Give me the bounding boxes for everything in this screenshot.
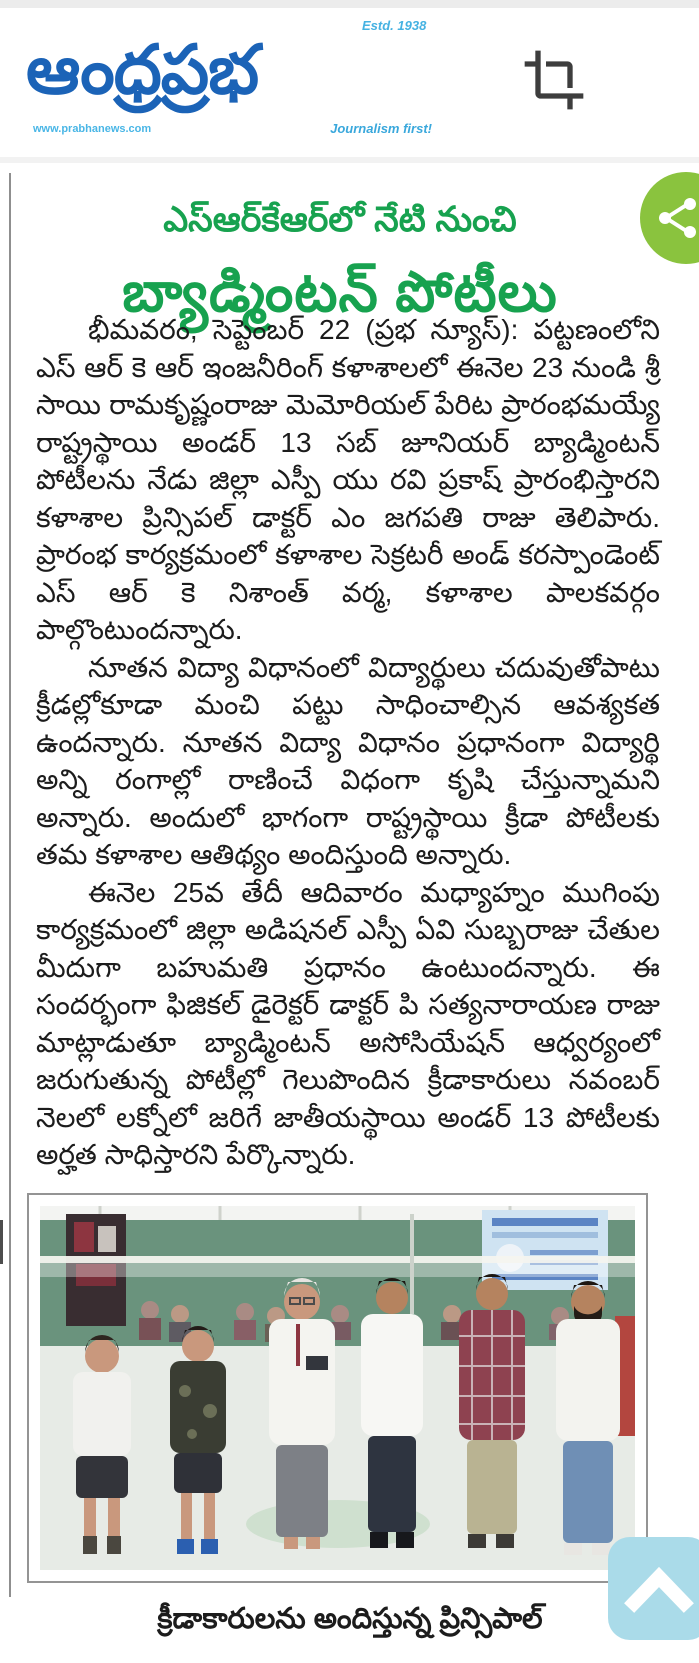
estd-label: Estd. 1938 — [362, 18, 427, 33]
scroll-top-button[interactable] — [608, 1537, 699, 1640]
crop-icon — [522, 100, 586, 115]
article-body — [36, 311, 660, 1174]
website-label: www.prabhanews.com — [33, 123, 152, 135]
tagline-label: Journalism first! — [330, 121, 432, 136]
photo-illustration — [40, 1206, 635, 1570]
newspaper-masthead — [0, 8, 699, 157]
headline-kicker: ఎస్ఆర్‌కేఆర్‌లో నేటి నుంచి — [163, 200, 517, 240]
clipping-edge-mark — [0, 1220, 3, 1264]
share-button[interactable] — [640, 172, 699, 264]
headline-main: బ్యాడ్మింటన్ పోటీలు — [122, 259, 558, 323]
photo-caption: క్రీడాకారులను అందిస్తున్న ప్రిన్సిపాల్ — [157, 1603, 543, 1635]
article-clipping — [0, 163, 699, 1663]
paragraph-2: నూతన విద్యా విధానంలో విద్యార్థులు చదువుతోపాటు క్రీడల్లోకూడా మంచి పట్టు సాధించాల్సిన ఆవశ్యకత ఉందన్నారు. నూతన విద్యా విధానం ప్రధానంగా విద్యార్థి అన్ని రంగాల్లో రాణించే విధంగా కృషి చేస్తున్నామని అన్నారు. అందులో భాగంగా రాష్ట్రస్థాయి క్రీడా పోటీలకు తమ కళాశాల ఆతిథ్యం అందిస్తుంది అన్నారు. — [36, 651, 660, 870]
paragraph-1: భీమవరం, సెప్టెంబర్ 22 (ప్రభ న్యూస్): పట్టణంలోని ఎస్ ఆర్ కె ఆర్ ఇంజనీరింగ్ కళాశాలలో ఈనెల 23 నుండి శ్రీ సాయి రామకృష్ణంరాజు మెమోరియల్ పేరిట ప్రారంభమయ్యే రాష్ట్రస్థాయి అండర్ 13 సబ్ జూనియర్ బ్యాడ్మింటన్ పోటీలను నేడు జిల్లా ఎస్పీ యు రవి ప్రకాష్ ప్రారంభిస్తారని కళాశాల ప్రిన్సిపల్ డాక్టర్ ఎం జగపతి రాజు తెలిపారు. ప్రారంభ కార్యక్రమంలో కళాశాల సెక్రటరీ అండ్ కరస్పాండెంట్ ఎస్ ఆర్ కె నిశాంత్ వర్మ, కళాశాల పాలకవర్గం పాల్గొంటుందన్నారు. — [36, 314, 660, 645]
column-rule — [9, 173, 11, 1597]
article-photo — [27, 1193, 648, 1583]
paragraph-3: ఈనెల 25వ తేదీ ఆదివారం మధ్యాహ్నం ముగింపు కార్యక్రమంలో జిల్లా అడిషనల్ ఎస్పీ ఏవి సుబ్బరాజు చేతుల మీదుగా బహుమతి ప్రధానం ఉంటుందన్నారు. ఈ సందర్భంగా ఫిజికల్ డైరెక్టర్ డాక్టర్ పి సత్యనారాయణ రాజు మాట్లాడుతూ బ్యాడ్మింటన్ అసోసియేషన్ ఆధ్వర్యంలో జరుగుతున్న పోటీల్లో గెలుపొందిన క్రీడాకారులు నవంబర్ నెలలో లక్నోలో జరిగే జాతీయస్థాయి అండర్ 13 పోటీలకు అర్హత సాధిస్తారని పేర్కొన్నారు. — [36, 876, 660, 1170]
newspaper-logo: ఆంధ్రప్రభ — [26, 31, 259, 110]
crop-button[interactable] — [520, 46, 588, 114]
